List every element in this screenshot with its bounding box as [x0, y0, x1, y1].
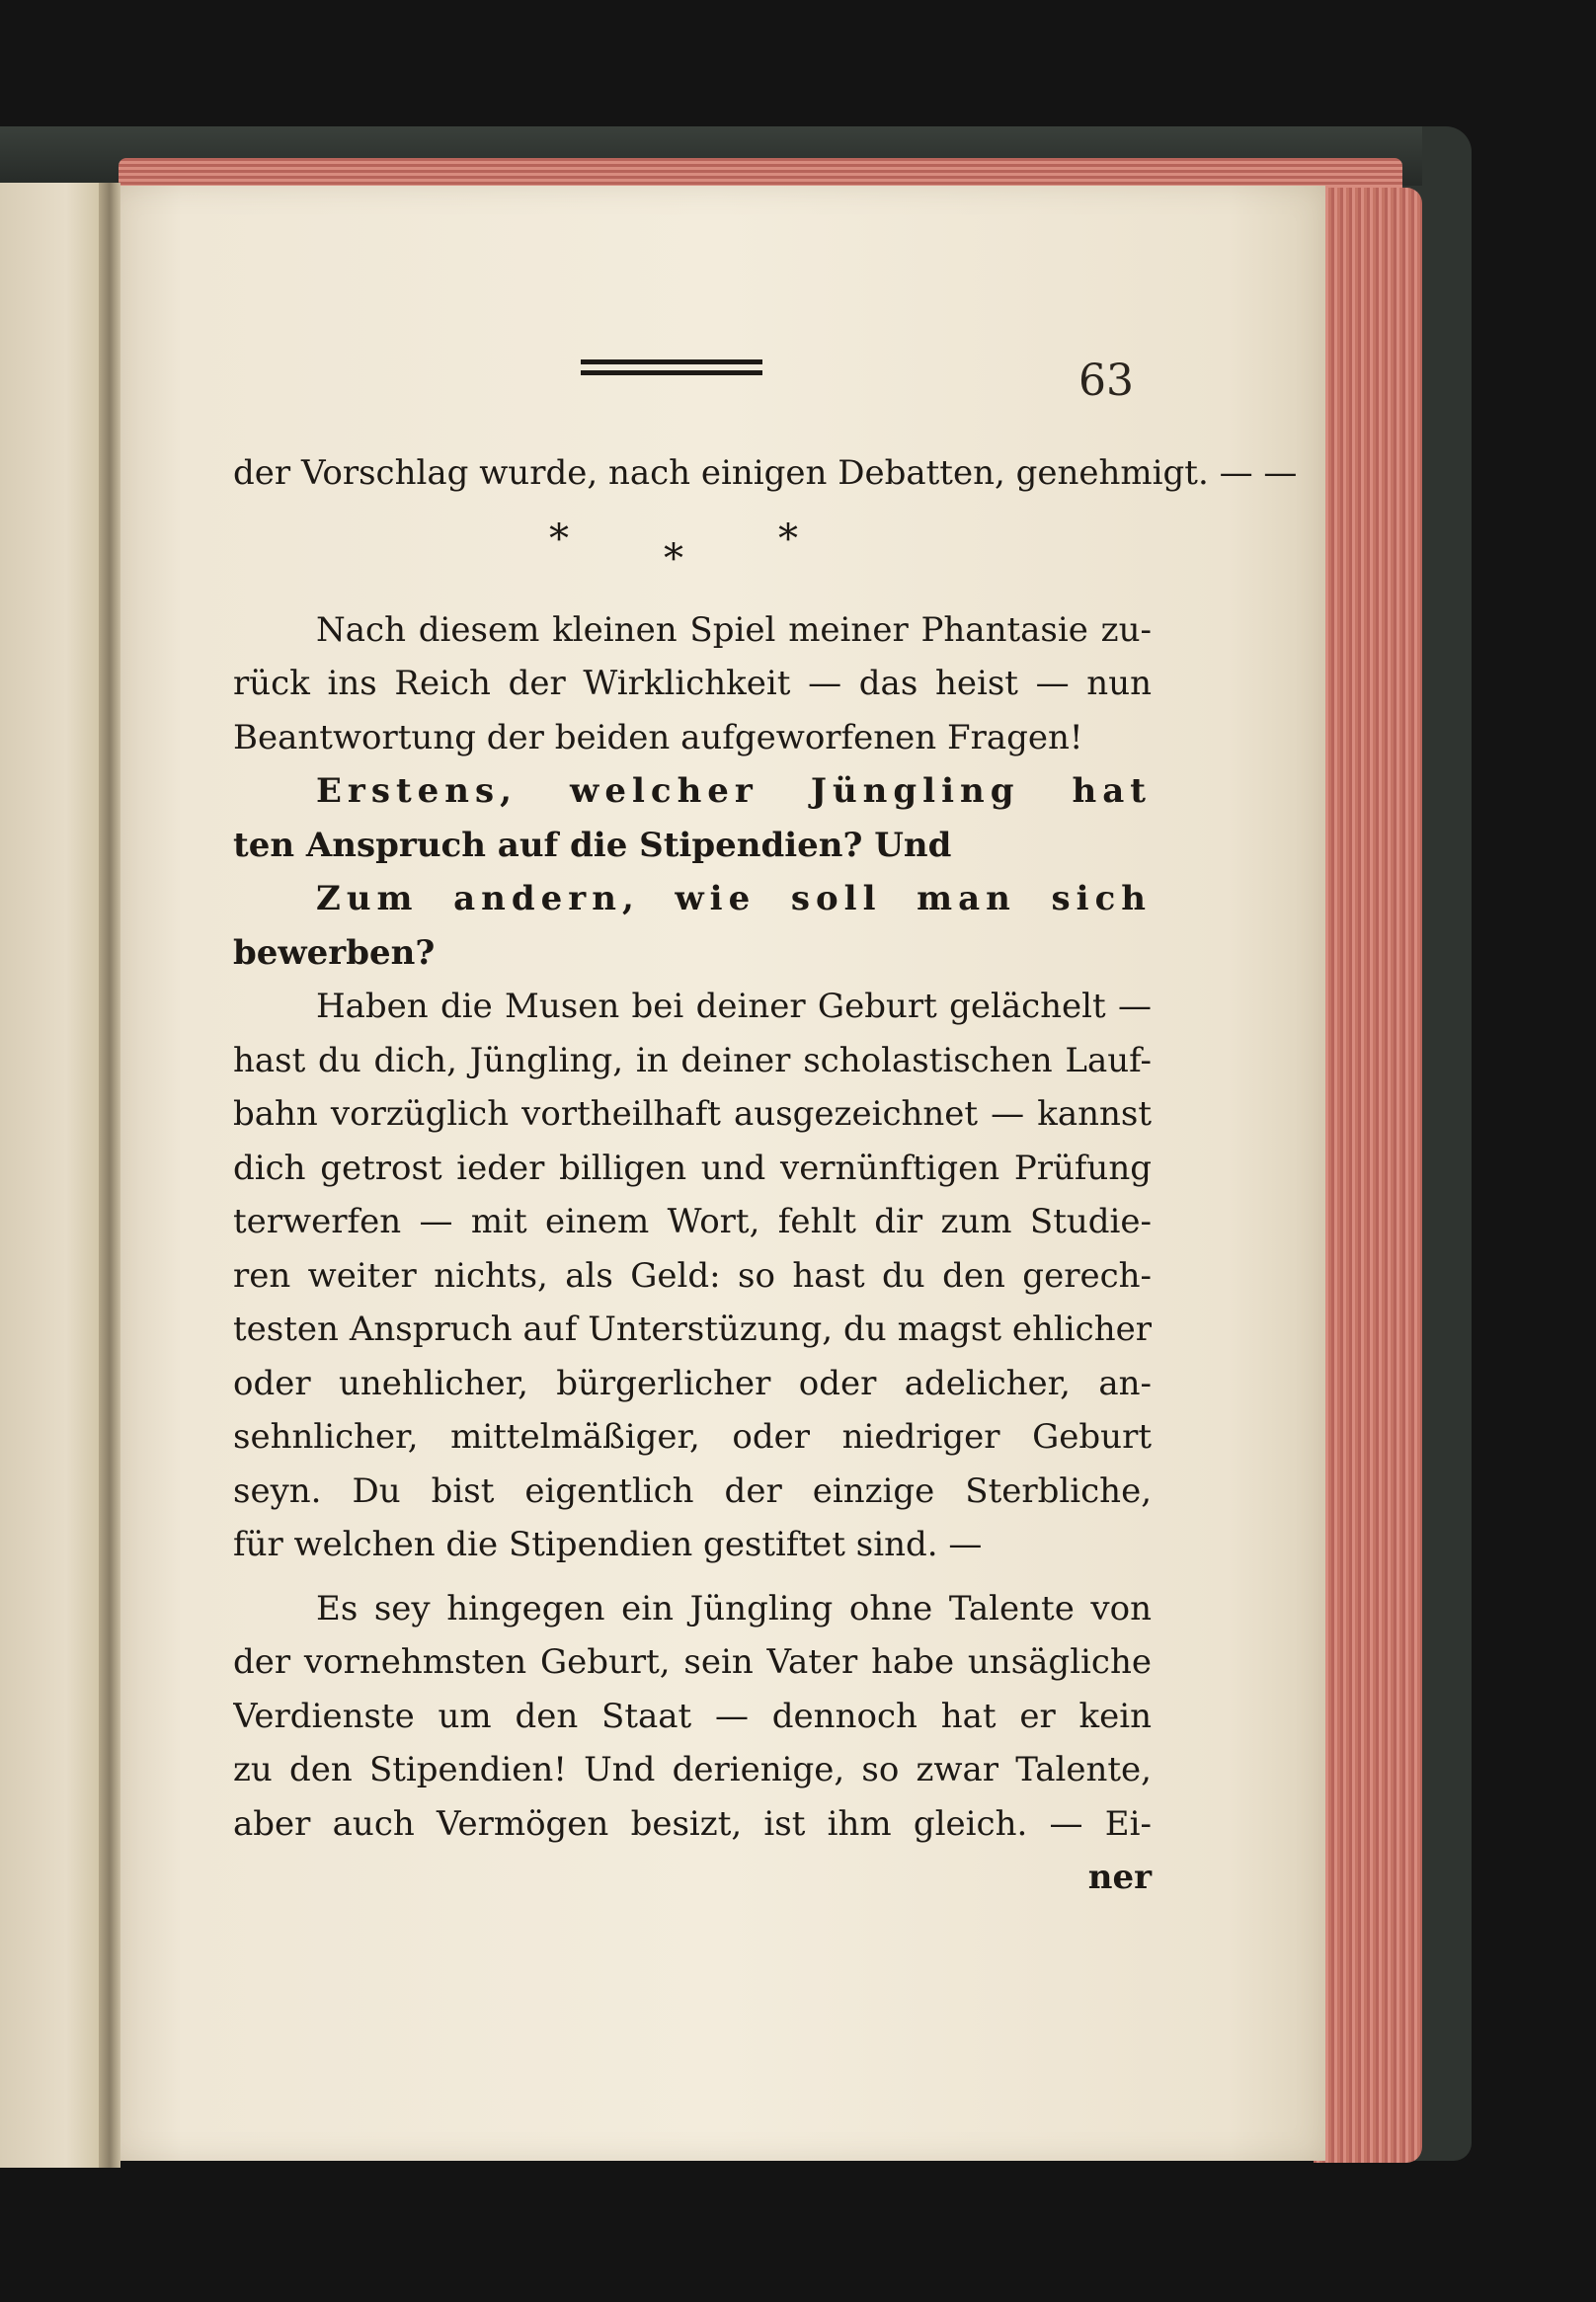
text-line: bahn vorzüglich vortheilhaft ausgezeichnet — kannst — [233, 1094, 1152, 1134]
text-line: oder unehlicher, bürgerlicher oder adelicher, an- — [233, 1363, 1152, 1403]
text-line: ten Anspruch auf die Stipendien? Und — [233, 825, 952, 865]
text-line: Es sey hingegen ein Jüngling ohne Talente von — [316, 1588, 1152, 1628]
text-line: rück ins Reich der Wirklichkeit — das heist — nun — [233, 664, 1152, 703]
text-line: für welchen die Stipendien gestiftet sind. — — [233, 1525, 983, 1564]
header-rule — [581, 357, 762, 379]
text-line: der Vorschlag wurde, nach einigen Debatten, genehmigt. — — — [233, 453, 1298, 493]
asterisk: * — [778, 516, 798, 562]
page-number: 63 — [1078, 356, 1134, 406]
text-line: terwerfen — mit einem Wort, fehlt dir zum Studie- — [233, 1202, 1152, 1241]
text-line: testen Anspruch auf Unterstüzung, du magst ehlicher — [233, 1310, 1152, 1349]
text-line: seyn. Du bist eigentlich der einzige Sterbliche, — [233, 1470, 1152, 1511]
text-line: zu den Stipendien! Und derienige, so zwar Talente, — [233, 1750, 1152, 1789]
text-line: bewerben? — [233, 932, 436, 973]
text-line: Erstens, welcher Jüngling hat — [316, 771, 1152, 811]
text-line: sehnlicher, mittelmäßiger, oder niedriger Geburt — [233, 1417, 1152, 1457]
text-line: dich getrost ieder billigen und vernünftigen Prüfung — [233, 1148, 1152, 1188]
book-gutter — [99, 183, 120, 2168]
text-line: aber auch Vermögen besizt, ist ihm gleich. — Ei- — [233, 1803, 1152, 1844]
text-line: hast du dich, Jüngling, in deiner scholastischen Lauf- — [233, 1040, 1152, 1080]
catchword: ner — [1087, 1858, 1152, 1897]
asterisk: * — [664, 535, 683, 582]
text-line: Verdienste um den Staat — dennoch hat er kein — [233, 1696, 1152, 1736]
text-line: Zum andern, wie soll man sich — [316, 879, 1152, 918]
text-line: Haben die Musen bei deiner Geburt gelächelt — — [316, 987, 1152, 1026]
text-line: der vornehmsten Geburt, sein Vater habe unsägliche — [233, 1642, 1152, 1682]
asterisk: * — [549, 516, 569, 562]
page-block-edge — [1314, 188, 1422, 2163]
text-line: Beantwortung der beiden aufgeworfenen Fragen! — [233, 717, 1083, 757]
section-break-asterisks — [233, 513, 1152, 584]
page-text — [233, 446, 1298, 1905]
left-page-edge — [0, 183, 111, 2168]
text-line: ren weiter nichts, als Geld: so hast du den gerech- — [233, 1255, 1152, 1296]
text-line: Nach diesem kleinen Spiel meiner Phantasie zu- — [316, 609, 1152, 650]
